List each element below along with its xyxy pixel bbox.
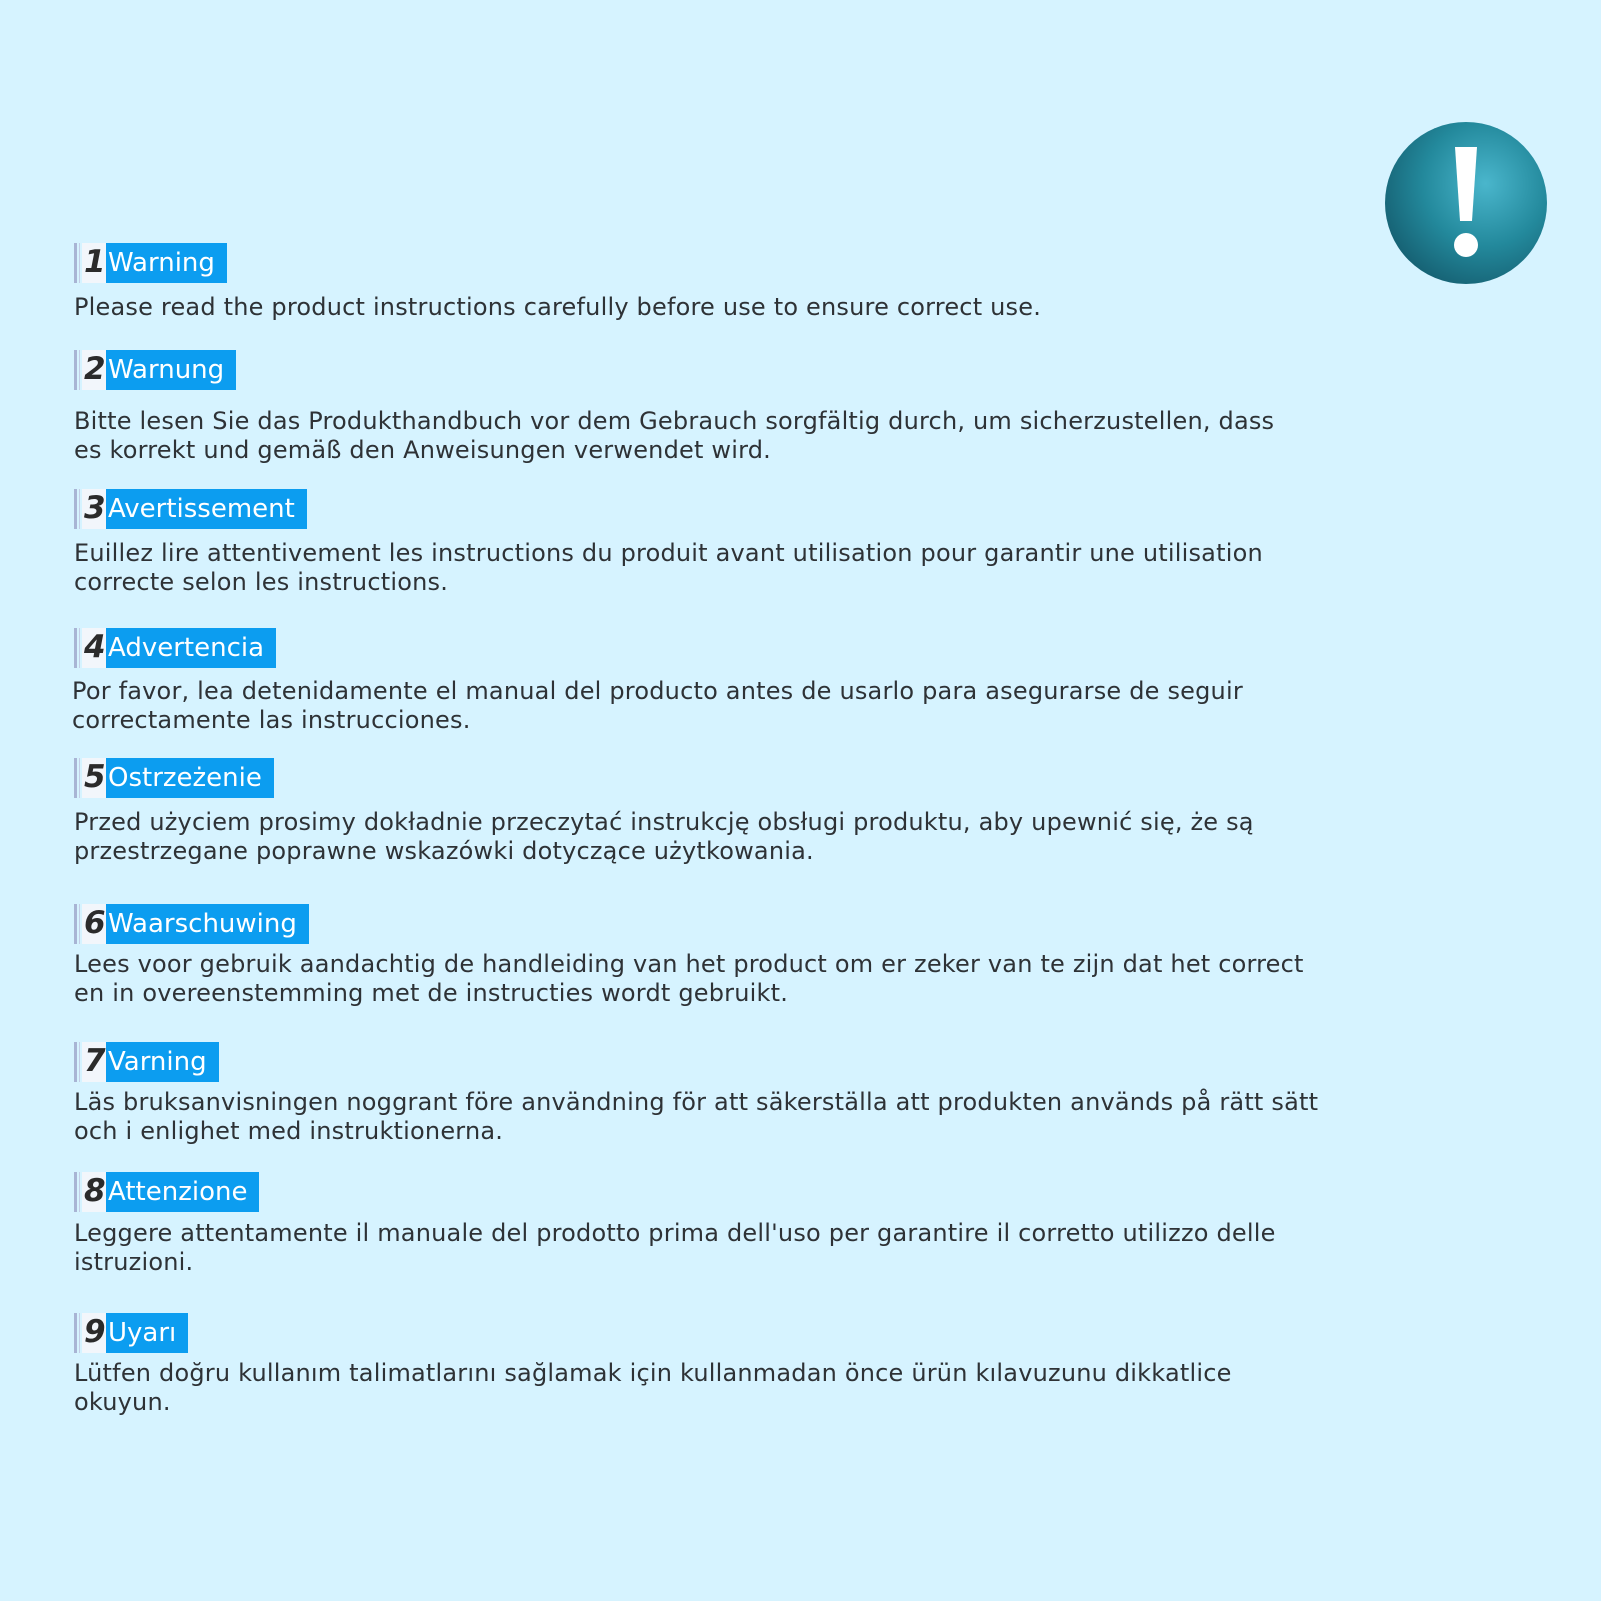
section-header (74, 628, 1334, 668)
header-accent-bar (74, 243, 77, 283)
header-accent-line (79, 350, 80, 390)
header-accent-bar (74, 1042, 77, 1082)
section-header (74, 350, 1334, 390)
warning-section-nl (74, 904, 1334, 1008)
text-line: correctamente las instrucciones. (72, 706, 471, 734)
header-accent-bar (74, 1313, 77, 1353)
warning-section-sv (74, 1042, 1334, 1146)
section-title: Waarschuwing (106, 904, 309, 944)
section-header (74, 489, 1334, 529)
section-text (74, 407, 1334, 465)
header-accent-bar (74, 350, 77, 390)
section-text (74, 539, 1334, 597)
text-line: Leggere attentamente il manuale del prodotto prima dell'uso per garantire il corretto utilizzo delle (74, 1219, 1276, 1247)
section-text (74, 808, 1334, 866)
exclamation-icon (1384, 121, 1548, 285)
section-header (74, 1042, 1334, 1082)
section-number: 5 (84, 759, 106, 795)
warning-section-en (74, 243, 1334, 322)
header-accent-line (79, 758, 80, 798)
section-text (74, 950, 1334, 1008)
header-accent-bar (74, 904, 77, 944)
text-line: istruzioni. (74, 1248, 194, 1276)
section-header (74, 904, 1334, 944)
text-line: Please read the product instructions carefully before use to ensure correct use. (74, 293, 1042, 321)
header-accent-bar (74, 1172, 77, 1212)
text-line: Por favor, lea detenidamente el manual del producto antes de usarlo para asegurarse de seguir (72, 677, 1243, 705)
text-line: przestrzegane poprawne wskazówki dotyczące użytkowania. (74, 837, 814, 865)
section-text (74, 293, 1334, 322)
text-line: Lütfen doğru kullanım talimatlarını sağlamak için kullanmadan önce ürün kılavuzunu dikkatlice (74, 1359, 1232, 1387)
header-accent-bar (74, 628, 77, 668)
section-title: Uyarı (106, 1313, 188, 1353)
text-line: correcte selon les instructions. (74, 568, 449, 596)
header-accent-bar (74, 758, 77, 798)
section-number: 8 (84, 1173, 106, 1209)
warning-section-it (74, 1172, 1334, 1277)
section-text (74, 1359, 1334, 1417)
text-line: och i enlighet med instruktionerna. (74, 1117, 504, 1145)
section-title: Ostrzeżenie (106, 758, 274, 798)
section-number: 7 (84, 1043, 106, 1079)
section-title: Warning (106, 243, 227, 283)
header-accent-line (79, 1313, 80, 1353)
header-accent-line (79, 1042, 80, 1082)
section-header (74, 1172, 1334, 1212)
header-accent-line (79, 628, 80, 668)
text-line: Bitte lesen Sie das Produkthandbuch vor dem Gebrauch sorgfältig durch, um sicherzustellen, dass (74, 407, 1275, 435)
section-number: 9 (84, 1314, 106, 1350)
section-header (74, 1313, 1334, 1353)
section-title: Varning (106, 1042, 219, 1082)
text-line: Euillez lire attentivement les instructions du produit avant utilisation pour garantir une utilisation (74, 539, 1263, 567)
section-number: 6 (84, 905, 106, 941)
text-line: es korrekt und gemäß den Anweisungen verwendet wird. (74, 436, 772, 464)
section-header (74, 243, 1334, 283)
warning-section-pl (74, 758, 1334, 866)
section-title: Avertissement (106, 489, 307, 529)
section-text (72, 677, 1334, 735)
section-title: Attenzione (106, 1172, 259, 1212)
section-text (74, 1219, 1334, 1277)
warning-section-fr (74, 489, 1334, 597)
section-number: 4 (84, 629, 106, 665)
section-title: Warnung (106, 350, 236, 390)
warning-section-tr (74, 1313, 1334, 1417)
section-title: Advertencia (106, 628, 276, 668)
text-line: Lees voor gebruik aandachtig de handleiding van het product om er zeker van te zijn dat het correct (74, 950, 1304, 978)
text-line: Läs bruksanvisningen noggrant före användning för att säkerställa att produkten används på rätt sätt (74, 1088, 1319, 1116)
text-line: okuyun. (74, 1388, 171, 1416)
header-accent-line (79, 489, 80, 529)
section-header (74, 758, 1334, 798)
header-accent-bar (74, 489, 77, 529)
section-text (74, 1088, 1334, 1146)
header-accent-line (79, 1172, 80, 1212)
text-line: Przed użyciem prosimy dokładnie przeczytać instrukcję obsługi produktu, aby upewnić się, że są (74, 808, 1254, 836)
section-number: 2 (84, 351, 106, 387)
section-number: 1 (84, 244, 106, 280)
warning-section-de (74, 350, 1334, 465)
header-accent-line (79, 904, 80, 944)
header-accent-line (79, 243, 80, 283)
section-number: 3 (84, 490, 106, 526)
warning-section-es (74, 628, 1334, 735)
text-line: en in overeenstemming met de instructies wordt gebruikt. (74, 979, 789, 1007)
